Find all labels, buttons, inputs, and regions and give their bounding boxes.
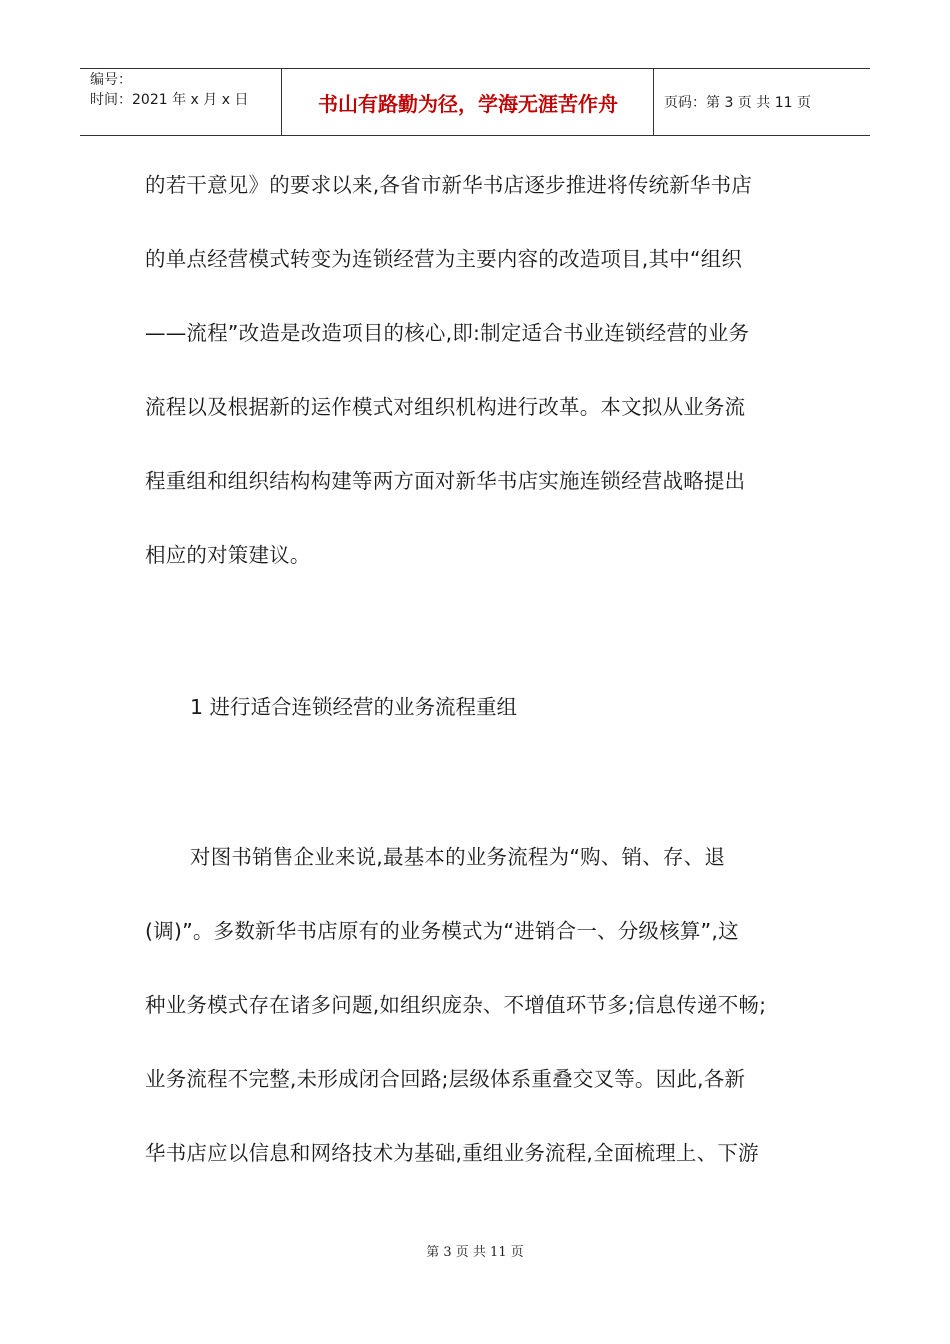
document-time-label: 时间：2021 年 x 月 x 日 bbox=[90, 92, 249, 108]
paragraph-line: 对图书销售企业来说,最基本的业务流程为“购、销、存、退 bbox=[190, 845, 726, 869]
paragraph-line: 华书店应以信息和网络技术为基础,重组业务流程,全面梳理上、下游 bbox=[145, 1141, 759, 1165]
header-page-cell bbox=[654, 69, 870, 135]
header-page-number: 页码：第 3 页 共 11 页 bbox=[664, 95, 811, 111]
paragraph-line: 的若干意见》的要求以来,各省市新华书店逐步推进将传统新华书店 bbox=[145, 173, 753, 197]
page-header bbox=[80, 68, 870, 136]
section-heading: 1 进行适合连锁经营的业务流程重组 bbox=[190, 695, 518, 719]
page-footer: 第 3 页 共 11 页 bbox=[426, 1245, 524, 1260]
paragraph-line: 相应的对策建议。 bbox=[145, 543, 311, 567]
paragraph-line: 种业务模式存在诸多问题,如组织庞杂、不增值环节多;信息传递不畅; bbox=[145, 993, 767, 1017]
header-motto-cell bbox=[282, 69, 654, 135]
paragraph-line: 流程以及根据新的运作模式对组织机构进行改革。本文拟从业务流 bbox=[145, 395, 746, 419]
paragraph-line: (调)”。多数新华书店原有的业务模式为“进销合一、分级核算”,这 bbox=[145, 919, 739, 943]
paragraph-line: ——流程”改造是改造项目的核心,即:制定适合书业连锁经营的业务 bbox=[145, 321, 750, 345]
header-info-cell bbox=[80, 69, 282, 135]
paragraph-line: 程重组和组织结构构建等两方面对新华书店实施连锁经营战略提出 bbox=[145, 469, 746, 493]
paragraph-line: 的单点经营模式转变为连锁经营为主要内容的改造项目,其中“组织 bbox=[145, 247, 743, 271]
header-motto: 书山有路勤为径，学海无涯苦作舟 bbox=[318, 92, 618, 116]
document-number-label: 编号： bbox=[90, 72, 132, 88]
paragraph-line: 业务流程不完整,未形成闭合回路;层级体系重叠交叉等。因此,各新 bbox=[145, 1067, 746, 1091]
